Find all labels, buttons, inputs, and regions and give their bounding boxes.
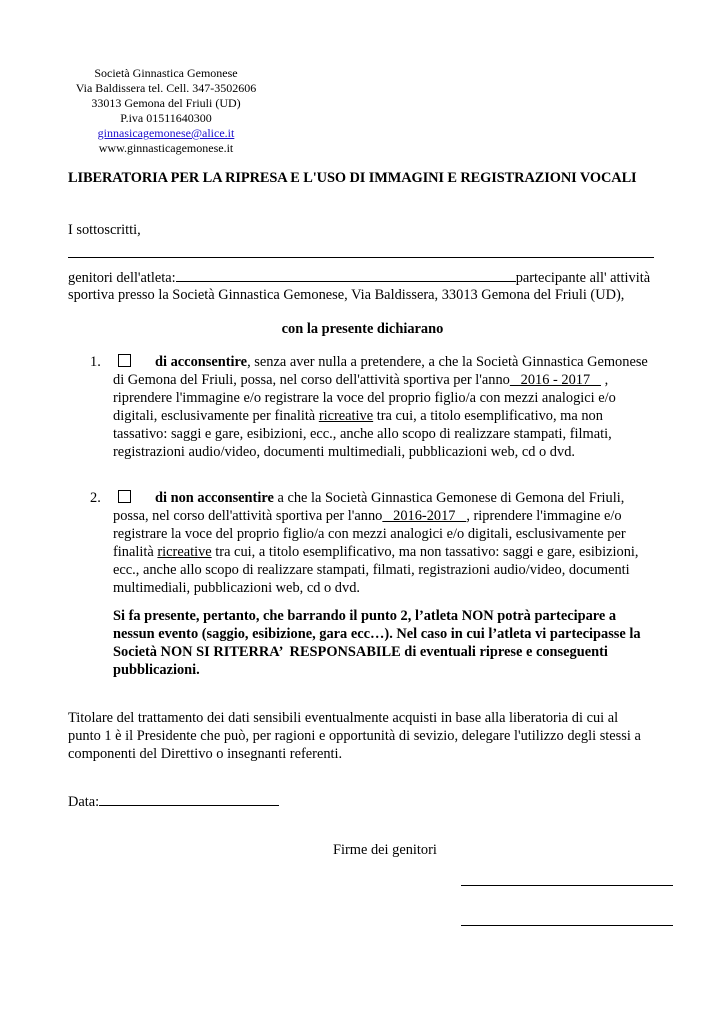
parents-paragraph [68,268,650,287]
item1-line6: registrazioni audio/video, documenti multimediali, pubblicazioni web, cd o dvd. [113,444,575,460]
item2-text: finalità [113,544,158,560]
item2-text: possa, nel corso dell'attività sportiva per l'anno [113,508,383,524]
item2-underlined: ricreative [157,544,212,560]
parents-line2: sportiva presso la Società Ginnastica Gemonese, Via Baldissera, 33013 Gemona del Friuli (UD), [68,287,625,303]
item2-text: a che la Società Ginnastica Gemonese di Gemona del Friuli, [273,490,625,506]
item1-text: , [601,372,609,388]
item1-bold: di acconsentire [155,354,248,370]
item1-line2 [113,371,608,389]
declare-heading: con la presente dichiarano [281,321,444,337]
parents-after: partecipante all' attività [515,270,651,286]
warning-line3: Società NON SI RITERRA’ RESPONSABILE di eventuali riprese e conseguenti [113,644,608,660]
item1-number: 1. [90,354,101,370]
company-address: Via Baldissera tel. Cell. 347-3502606 [75,81,257,95]
item2-text: , riprendere l'immagine e/o [466,508,622,524]
item2-line5: ecc., anche allo scopo di realizzare stampati, filmati, registrazioni audio/video, documenti [113,562,630,578]
item2-line4 [113,543,639,561]
warning-line2: nessun evento (saggio, esibizione, gara ecc…). Nel caso in cui l’atleta vi partecipasse la [113,626,641,642]
privacy-line3: componenti del Direttivo o insegnanti referenti. [68,746,343,762]
consent-checkbox[interactable] [118,354,131,367]
date-row [68,792,279,811]
company-vat: P.iva 01511640300 [120,111,212,125]
item1-year: 2016 - 2017 [509,372,601,388]
item1-line4 [113,407,603,425]
item2-year: 2016-2017 [382,508,467,524]
item1-text: di Gemona del Friuli, possa, nel corso dell'attività sportiva per l'anno [113,372,510,388]
item2-line3: registrare la voce del proprio figlio/a con mezzi analogici e/o digitali, esclusivamente per [113,526,626,542]
letterhead [56,66,276,156]
item2-text: tra cui, a titolo esemplificativo, ma non tassativo: saggi e gare, esibizioni, [211,544,639,560]
item1-text: , senza aver nulla a pretendere, a che la Società Ginnastica Gemonese [247,354,648,370]
date-field[interactable] [99,792,279,806]
item1-text: tra cui, a titolo esemplificativo, ma non [373,408,603,424]
undersigned-line[interactable] [68,257,654,258]
warning-line4: pubblicazioni. [113,662,200,678]
item2-bold: di non acconsentire [155,490,274,506]
item1-line5: tassativo: saggi e gare, esibizioni, ecc., anche allo scopo di realizzare stampati, filmati, [113,426,612,442]
warning-line1: Si fa presente, pertanto, che barrando il punto 2, l’atleta NON potrà partecipare a [113,608,617,624]
company-city: 33013 Gemona del Friuli (UD) [91,96,241,110]
signature-line-1[interactable] [461,885,673,886]
email-link[interactable]: ginnasicagemonese@alice.it [97,126,235,140]
signature-line-2[interactable] [461,925,673,926]
company-name: Società Ginnastica Gemonese [94,66,238,80]
item2-line1 [90,489,624,507]
website-link[interactable]: www.ginnasticagemonese.it [98,141,234,155]
undersigned-label: I sottoscritti, [68,222,141,238]
item2-line2 [113,507,622,525]
privacy-line2: punto 1 è il Presidente che può, per ragioni e opportunità di sevizio, delegare l'utilizzo degli stessi a [68,728,641,744]
signatures-label: Firme dei genitori [333,842,437,858]
parents-label: genitori dell'atleta: [68,270,176,286]
item1-text: digitali, esclusivamente per finalità [113,408,319,424]
item2-line6: multimediali, pubblicazioni web, cd o dvd. [113,580,360,596]
date-label: Data: [68,794,100,810]
item1-underlined: ricreative [318,408,374,424]
item1-line1 [90,353,648,371]
item1-line3: riprendere l'immagine e/o registrare la voce del proprio figlio/a con mezzi analogici e/o [113,390,616,406]
athlete-name-field[interactable] [176,268,516,282]
document-title: LIBERATORIA PER LA RIPRESA E L'USO DI IMMAGINI E REGISTRAZIONI VOCALI [68,170,637,186]
privacy-line1: Titolare del trattamento dei dati sensibili eventualmente acquisti in base alla liberatoria di cui al [68,710,619,726]
no-consent-checkbox[interactable] [118,490,131,503]
item2-number: 2. [90,490,101,506]
